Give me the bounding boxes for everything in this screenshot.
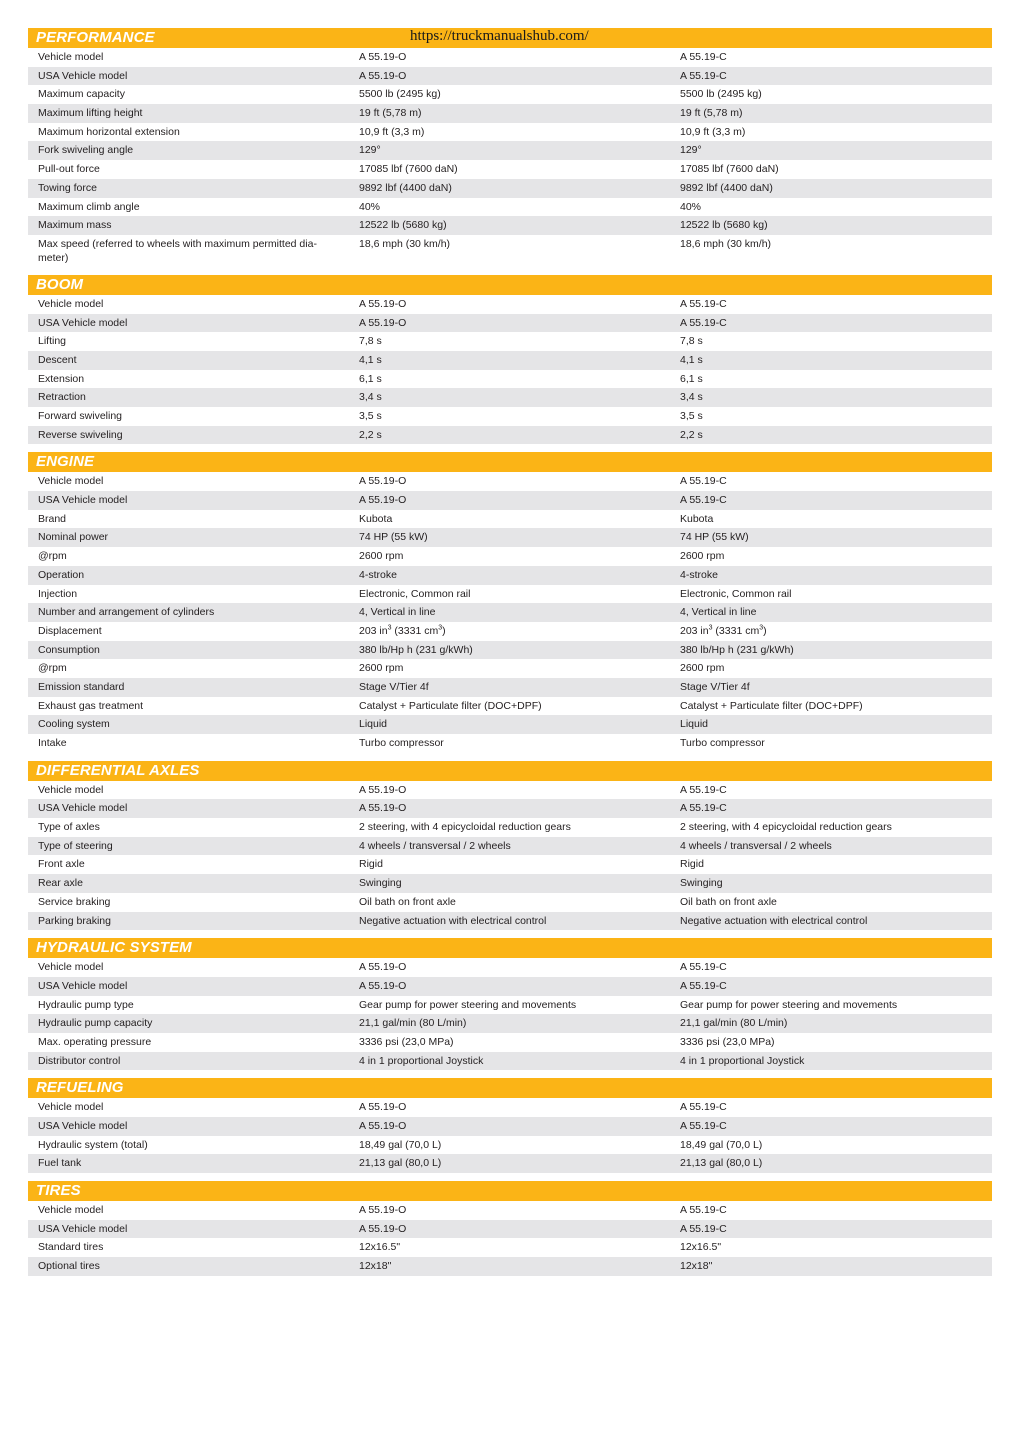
spec-value-a55-19-c: Oil bath on front axle (680, 895, 777, 908)
spec-value-a55-19-o: 3,5 s (359, 410, 382, 422)
table-row (28, 104, 992, 123)
table-row (28, 1136, 992, 1155)
spec-value-a55-19-c: 2,2 s (680, 428, 703, 441)
section-header (28, 275, 992, 295)
spec-value-a55-19-o: 2600 rpm (359, 662, 404, 675)
spec-label: Hydraulic pump type (38, 998, 134, 1011)
table-row (28, 1201, 992, 1220)
spec-value-a55-19-c: 203 $in^3$ (3331 $cm^3$) (680, 624, 767, 637)
section-header (28, 28, 992, 48)
spec-value-a55-19-c: Electronic, Common rail (680, 587, 792, 600)
spec-value-a55-19-o: A 55.19-O (359, 961, 407, 974)
spec-value-a55-19-c: 18,49 gal (70,0 L) (680, 1138, 763, 1151)
table-row (28, 912, 992, 931)
spec-value-a55-19-c: 12x16.5" (680, 1241, 722, 1254)
spec-value-a55-19-c: A 55.19-C (680, 475, 727, 488)
spec-value-a55-19-c: 18,6 mph (30 km/h) (680, 237, 772, 250)
section-title: DIFFERENTIAL AXLES (36, 761, 200, 779)
spec-value-a55-19-o: Kubota (359, 512, 393, 525)
table-row (28, 85, 992, 104)
spec-value-a55-19-c: 10,9 ft (3,3 m) (680, 125, 746, 138)
table-row (28, 314, 992, 333)
spec-label: Front axle (38, 858, 85, 871)
spec-section-hydraulic-system (28, 938, 992, 1070)
table-row (28, 1257, 992, 1276)
table-row (28, 48, 992, 67)
spec-value-a55-19-c: 3,5 s (680, 410, 703, 422)
spec-value-a55-19-o: A 55.19-O (359, 979, 407, 992)
table-row (28, 566, 992, 585)
spec-label: Pull-out force (38, 163, 100, 176)
spec-label: USA Vehicle model (38, 979, 128, 992)
table-row (28, 160, 992, 179)
spec-label: Extension (38, 372, 85, 385)
spec-label: Vehicle model (38, 1204, 104, 1217)
source-url-watermark[interactable]: https://truckmanualshub.com/ (410, 28, 589, 44)
spec-label: @rpm (38, 662, 67, 675)
spec-value-a55-19-o: A 55.19-O (359, 783, 407, 796)
spec-value-a55-19-c: 2600 rpm (680, 662, 725, 675)
table-row (28, 67, 992, 86)
section-title: ENGINE (36, 453, 95, 471)
table-row (28, 216, 992, 235)
spec-label: Max. operating pressure (38, 1035, 152, 1048)
spec-value-a55-19-c: 129° (680, 144, 702, 157)
spec-value-a55-19-o: 2600 rpm (359, 550, 404, 563)
spec-value-a55-19-c: A 55.19-C (680, 783, 727, 796)
spec-value-a55-19-o: 9892 lbf (4400 daN) (359, 181, 452, 194)
table-row (28, 697, 992, 716)
section-header (28, 452, 992, 472)
spec-label: Fuel tank (38, 1157, 82, 1170)
table-row (28, 855, 992, 874)
spec-label: Type of steering (38, 839, 113, 852)
spec-value-a55-19-c: 5500 lb (2495 kg) (680, 88, 762, 101)
spec-label: Exhaust gas treatment (38, 699, 144, 712)
spec-value-a55-19-c: Stage V/Tier 4f (680, 680, 750, 693)
spec-label: USA Vehicle model (38, 494, 128, 507)
spec-value-a55-19-o: A 55.19-O (359, 802, 407, 815)
table-row (28, 996, 992, 1015)
spec-label: Descent (38, 353, 77, 366)
spec-value-a55-19-c: Liquid (680, 718, 709, 731)
spec-value-a55-19-o: 2,2 s (359, 428, 382, 441)
spec-label: Vehicle model (38, 51, 104, 63)
table-row (28, 332, 992, 351)
spec-label: Hydraulic system (total) (38, 1138, 148, 1151)
table-row (28, 585, 992, 604)
spec-value-a55-19-c: 3336 psi (23,0 MPa) (680, 1035, 775, 1048)
table-row (28, 510, 992, 529)
section-rows (28, 48, 992, 267)
spec-value-a55-19-c: Rigid (680, 858, 704, 871)
table-row (28, 977, 992, 996)
table-row (28, 1238, 992, 1257)
spec-value-a55-19-o: 40% (359, 200, 381, 213)
section-title: REFUELING (36, 1079, 124, 1097)
spec-value-a55-19-c: A 55.19-C (680, 1204, 727, 1217)
spec-label: Rear axle (38, 877, 83, 890)
spec-value-a55-19-o: 18,49 gal (70,0 L) (359, 1138, 442, 1151)
spec-value-a55-19-o: Rigid (359, 858, 383, 871)
table-row (28, 1033, 992, 1052)
table-row (28, 1014, 992, 1033)
spec-value-a55-19-o: 4, Vertical in line (359, 606, 436, 619)
table-row (28, 1154, 992, 1173)
table-row (28, 893, 992, 912)
spec-value-a55-19-c: Kubota (680, 512, 714, 525)
table-row (28, 407, 992, 426)
spec-label: Intake (38, 737, 67, 749)
spec-value-a55-19-c: Catalyst + Particulate filter (DOC+DPF) (680, 699, 863, 712)
spec-value-a55-19-c: 21,1 gal/min (80 L/min) (680, 1017, 788, 1030)
spec-label: Vehicle model (38, 783, 104, 796)
spec-label: Displacement (38, 624, 102, 637)
table-row (28, 659, 992, 678)
spec-value-a55-19-c: 380 lb/Hp h (231 g/kWh) (680, 643, 794, 656)
table-row (28, 715, 992, 734)
section-rows (28, 295, 992, 445)
spec-label: Maximum capacity (38, 88, 125, 101)
spec-value-a55-19-o: A 55.19-O (359, 297, 407, 310)
spec-label: Retraction (38, 391, 86, 404)
table-row (28, 179, 992, 198)
spec-value-a55-19-o: 12x16.5" (359, 1241, 401, 1254)
spec-value-a55-19-c: A 55.19-C (680, 297, 727, 310)
spec-sheet (28, 28, 992, 1284)
table-row (28, 547, 992, 566)
spec-value-a55-19-o: 3336 psi (23,0 MPa) (359, 1035, 454, 1048)
table-row (28, 198, 992, 217)
spec-value-a55-19-c: 3,4 s (680, 391, 703, 404)
spec-label: Cooling system (38, 718, 110, 731)
spec-value-a55-19-o: 6,1 s (359, 372, 382, 385)
spec-value-a55-19-o: 74 HP (55 kW) (359, 531, 428, 544)
spec-label: Injection (38, 587, 78, 600)
table-row (28, 641, 992, 660)
spec-value-a55-19-c: A 55.19-C (680, 802, 727, 815)
section-rows (28, 1098, 992, 1173)
spec-value-a55-19-o: 4 in 1 proportional Joystick (359, 1054, 484, 1067)
spec-value-a55-19-c: A 55.19-C (680, 961, 727, 974)
spec-label: USA Vehicle model (38, 1222, 128, 1235)
section-title: BOOM (36, 275, 84, 293)
table-row (28, 734, 992, 753)
spec-label: USA Vehicle model (38, 1120, 128, 1132)
spec-value-a55-19-o: 4,1 s (359, 353, 382, 366)
spec-label: Consumption (38, 643, 100, 656)
spec-value-a55-19-o: 10,9 ft (3,3 m) (359, 125, 425, 138)
spec-label: Maximum climb angle (38, 200, 140, 213)
spec-value-a55-19-c: Turbo compressor (680, 737, 765, 749)
spec-label: Hydraulic pump capacity (38, 1017, 153, 1030)
table-row (28, 958, 992, 977)
spec-value-a55-19-o: 17085 lbf (7600 daN) (359, 163, 458, 176)
spec-value-a55-19-c: 7,8 s (680, 335, 703, 348)
spec-label: Vehicle model (38, 961, 104, 974)
spec-label: Standard tires (38, 1241, 104, 1254)
spec-value-a55-19-c: 74 HP (55 kW) (680, 531, 749, 544)
table-row (28, 388, 992, 407)
spec-label: Service braking (38, 895, 111, 908)
spec-value-a55-19-o: Liquid (359, 718, 388, 731)
table-row (28, 1098, 992, 1117)
section-rows (28, 1201, 992, 1276)
spec-value-a55-19-o: Gear pump for power steering and movements (359, 998, 577, 1011)
spec-value-a55-19-c: A 55.19-C (680, 1120, 727, 1132)
spec-label: Nominal power (38, 531, 109, 544)
spec-label: USA Vehicle model (38, 316, 128, 329)
spec-section-refueling (28, 1078, 992, 1173)
spec-label: Emission standard (38, 680, 125, 693)
spec-value-a55-19-o: Swinging (359, 877, 402, 890)
table-row (28, 1117, 992, 1136)
spec-value-a55-19-c: 4,1 s (680, 353, 703, 366)
spec-value-a55-19-c: 4 wheels / transversal / 2 wheels (680, 839, 832, 852)
spec-label: Operation (38, 568, 85, 581)
table-row (28, 426, 992, 445)
spec-value-a55-19-c: A 55.19-C (680, 316, 727, 329)
spec-value-a55-19-o: 18,6 mph (30 km/h) (359, 237, 451, 250)
spec-value-a55-19-o: A 55.19-O (359, 316, 407, 329)
table-row (28, 295, 992, 314)
table-row (28, 141, 992, 160)
spec-section-performance (28, 28, 992, 267)
table-row (28, 491, 992, 510)
spec-value-a55-19-c: 2600 rpm (680, 550, 725, 563)
spec-value-a55-19-o: 12522 lb (5680 kg) (359, 219, 447, 232)
section-title: HYDRAULIC SYSTEM (36, 939, 192, 957)
table-row (28, 622, 992, 641)
spec-value-a55-19-c: 4, Vertical in line (680, 606, 757, 619)
table-row (28, 799, 992, 818)
section-title: PERFORMANCE (36, 29, 155, 46)
table-row (28, 235, 992, 267)
spec-label: Brand (38, 512, 67, 525)
spec-value-a55-19-c: A 55.19-C (680, 69, 727, 82)
spec-value-a55-19-o: Stage V/Tier 4f (359, 680, 429, 693)
spec-label: Fork swiveling angle (38, 144, 134, 157)
spec-value-a55-19-c: A 55.19-C (680, 1222, 727, 1235)
spec-label: Vehicle model (38, 1101, 104, 1114)
spec-value-a55-19-c: 12522 lb (5680 kg) (680, 219, 768, 232)
spec-value-a55-19-c: A 55.19-C (680, 494, 727, 507)
spec-value-a55-19-c: A 55.19-C (680, 51, 727, 63)
table-row (28, 370, 992, 389)
spec-value-a55-19-c: 2 steering, with 4 epicycloidal reduction gears (680, 821, 892, 834)
spec-value-a55-19-o: 4-stroke (359, 568, 397, 581)
table-row (28, 874, 992, 893)
spec-value-a55-19-o: A 55.19-O (359, 51, 407, 63)
spec-label: @rpm (38, 550, 67, 563)
table-row (28, 472, 992, 491)
spec-value-a55-19-o: 21,13 gal (80,0 L) (359, 1157, 442, 1170)
spec-value-a55-19-c: 6,1 s (680, 372, 703, 385)
table-row (28, 678, 992, 697)
spec-value-a55-19-c: 4-stroke (680, 568, 718, 581)
section-rows (28, 472, 992, 752)
spec-section-differential-axles (28, 761, 992, 931)
spec-value-a55-19-o: 7,8 s (359, 335, 382, 348)
spec-label: Type of axles (38, 821, 100, 834)
spec-label: Reverse swiveling (38, 428, 123, 441)
spec-value-a55-19-c: Gear pump for power steering and movements (680, 998, 898, 1011)
spec-value-a55-19-o: 12x18" (359, 1260, 392, 1273)
spec-value-a55-19-o: Oil bath on front axle (359, 895, 456, 908)
spec-value-a55-19-o: Electronic, Common rail (359, 587, 471, 600)
spec-section-engine (28, 452, 992, 752)
spec-label: Maximum horizontal extension (38, 125, 180, 138)
spec-label: USA Vehicle model (38, 802, 128, 815)
section-header (28, 1078, 992, 1098)
section-rows (28, 958, 992, 1070)
table-row (28, 351, 992, 370)
spec-value-a55-19-o: Catalyst + Particulate filter (DOC+DPF) (359, 699, 542, 712)
spec-label: Forward swiveling (38, 410, 123, 422)
spec-value-a55-19-o: 19 ft (5,78 m) (359, 107, 422, 120)
spec-value-a55-19-c: 40% (680, 200, 702, 213)
spec-value-a55-19-o: 21,1 gal/min (80 L/min) (359, 1017, 467, 1030)
spec-label: Max speed (referred to wheels with maximum permitted dia-meter) (38, 237, 317, 264)
spec-section-tires (28, 1181, 992, 1276)
table-row (28, 781, 992, 800)
spec-value-a55-19-o: A 55.19-O (359, 1101, 407, 1114)
spec-label: Towing force (38, 181, 97, 194)
spec-value-a55-19-c: 9892 lbf (4400 daN) (680, 181, 773, 194)
table-row (28, 837, 992, 856)
section-rows (28, 781, 992, 931)
section-title: TIRES (36, 1182, 81, 1200)
spec-value-a55-19-o: Negative actuation with electrical control (359, 914, 547, 927)
spec-label: Lifting (38, 335, 67, 348)
spec-section-boom (28, 275, 992, 445)
spec-value-a55-19-o: A 55.19-O (359, 475, 407, 488)
spec-value-a55-19-c: Swinging (680, 877, 723, 890)
spec-value-a55-19-c: Negative actuation with electrical control (680, 914, 868, 927)
table-row (28, 1220, 992, 1239)
spec-label: Vehicle model (38, 475, 104, 488)
spec-value-a55-19-c: A 55.19-C (680, 979, 727, 992)
table-row (28, 528, 992, 547)
spec-label: Maximum mass (38, 219, 112, 232)
section-header (28, 1181, 992, 1201)
spec-value-a55-19-o: 3,4 s (359, 391, 382, 404)
spec-value-a55-19-c: 21,13 gal (80,0 L) (680, 1157, 763, 1170)
spec-label: Optional tires (38, 1260, 100, 1273)
spec-value-a55-19-o: 2 steering, with 4 epicycloidal reduction gears (359, 821, 571, 834)
spec-value-a55-19-o: A 55.19-O (359, 1120, 407, 1132)
spec-value-a55-19-o: A 55.19-O (359, 494, 407, 507)
spec-value-a55-19-o: 4 wheels / transversal / 2 wheels (359, 839, 511, 852)
table-row (28, 123, 992, 142)
spec-value-a55-19-o: 380 lb/Hp h (231 g/kWh) (359, 643, 473, 656)
spec-value-a55-19-o: A 55.19-O (359, 69, 407, 82)
table-row (28, 603, 992, 622)
section-header (28, 938, 992, 958)
table-row (28, 818, 992, 837)
spec-value-a55-19-o: 129° (359, 144, 381, 157)
spec-value-a55-19-o: A 55.19-O (359, 1222, 407, 1235)
spec-value-a55-19-c: 12x18" (680, 1260, 713, 1273)
spec-label: Maximum lifting height (38, 107, 143, 120)
spec-value-a55-19-o: 203 $in^3$ (3331 $cm^3$) (359, 624, 446, 637)
spec-value-a55-19-c: 17085 lbf (7600 daN) (680, 163, 779, 176)
spec-value-a55-19-o: 5500 lb (2495 kg) (359, 88, 441, 101)
spec-value-a55-19-o: A 55.19-O (359, 1204, 407, 1217)
table-row (28, 1052, 992, 1071)
spec-label: Vehicle model (38, 297, 104, 310)
spec-label: USA Vehicle model (38, 69, 128, 82)
spec-label: Number and arrangement of cylinders (38, 606, 215, 619)
spec-value-a55-19-c: 4 in 1 proportional Joystick (680, 1054, 805, 1067)
spec-value-a55-19-c: 19 ft (5,78 m) (680, 107, 743, 120)
section-header (28, 761, 992, 781)
spec-label: Parking braking (38, 914, 111, 927)
spec-value-a55-19-c: A 55.19-C (680, 1101, 727, 1114)
spec-label: Distributor control (38, 1054, 121, 1067)
spec-value-a55-19-o: Turbo compressor (359, 737, 444, 749)
